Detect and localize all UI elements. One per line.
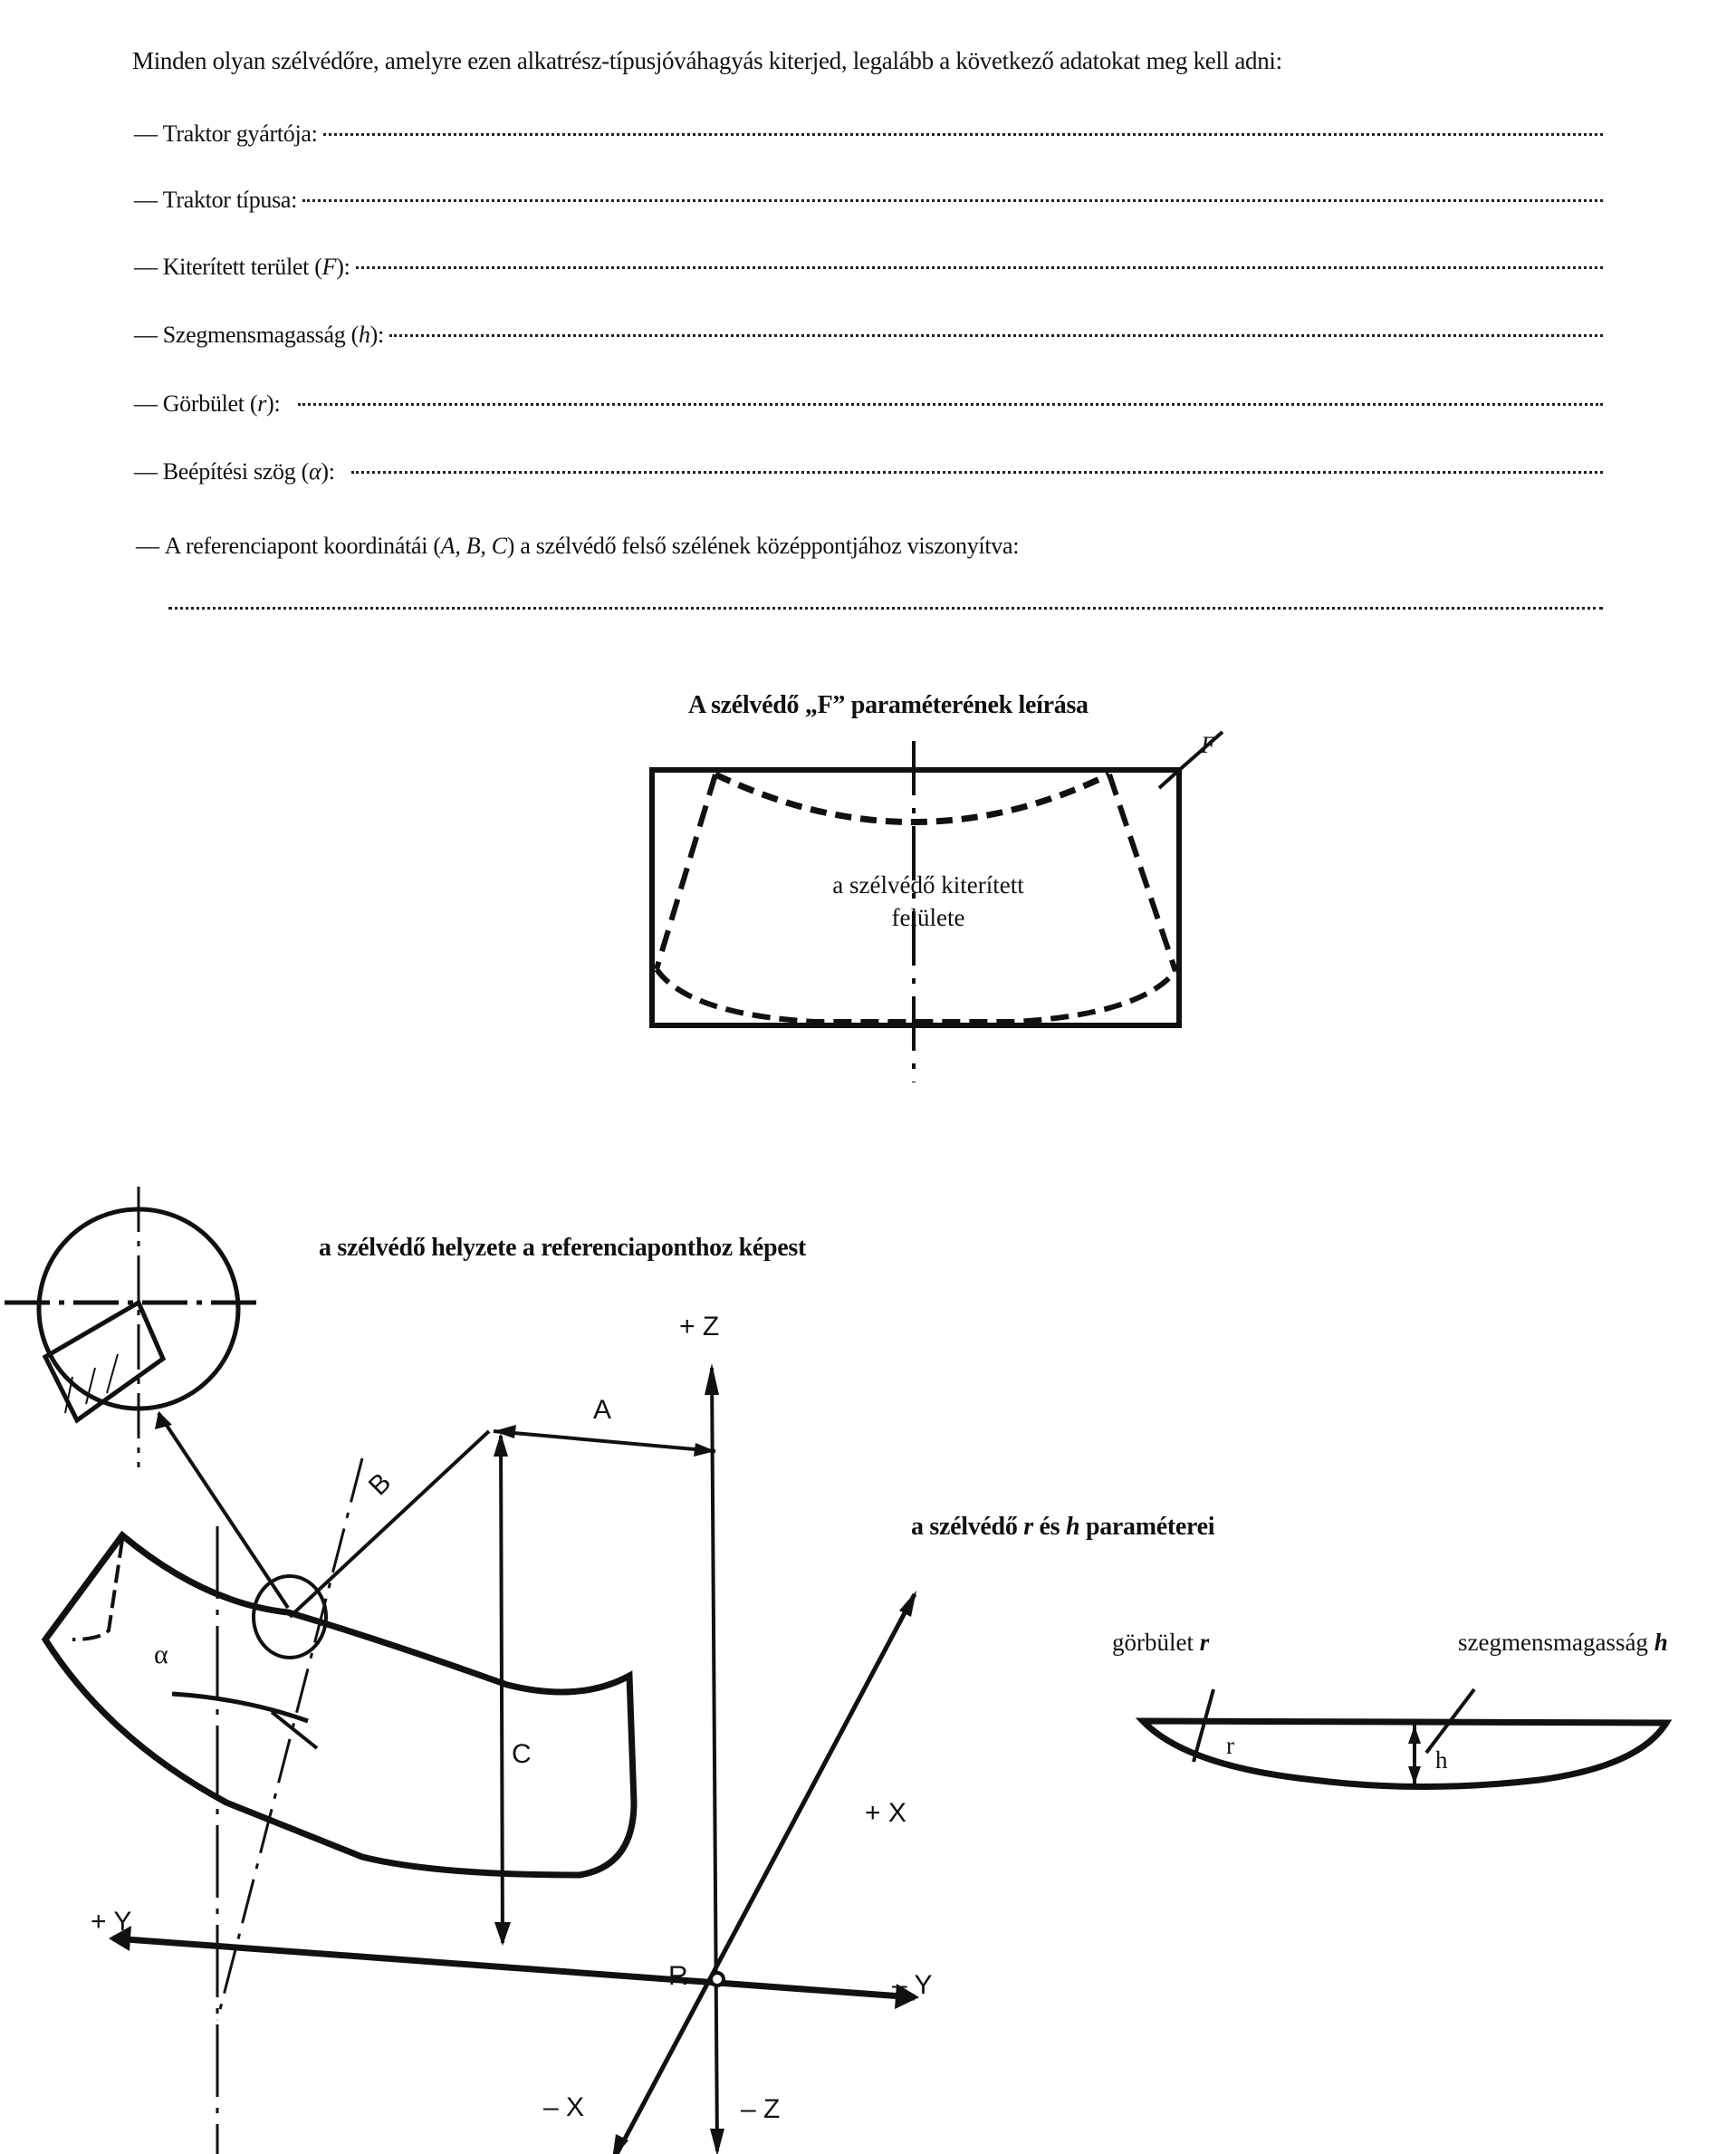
field-label: ): <box>369 322 384 348</box>
c-dimension-line <box>501 1436 503 1943</box>
field-fill-line[interactable] <box>323 133 1603 136</box>
label-plus-x: + X <box>865 1798 906 1828</box>
figure-f-caption-line2: felülete <box>891 904 965 931</box>
field-symbol: h <box>358 322 370 348</box>
field-tractor-type[interactable] <box>134 187 1603 219</box>
unfolded-bottom-edge <box>657 969 1175 1022</box>
curvature-pointer <box>1194 1689 1213 1762</box>
dash: — <box>134 322 158 348</box>
field-label: Traktor típusa: <box>162 187 298 213</box>
field-label: Kiterített terület ( <box>162 254 322 280</box>
title-symbol-h: h <box>1065 1513 1080 1541</box>
field-fill-line[interactable] <box>302 199 1603 202</box>
reference-point-r <box>711 1973 724 1986</box>
label-plus-z: + Z <box>679 1312 720 1341</box>
intro-text: Minden olyan szélvédőre, amelyre ezen alkatrész-típusjóváhagyás kiterjed, legalább a következő adatokat meg kell adni: <box>132 47 1282 74</box>
segment-symbol: h <box>1654 1629 1668 1656</box>
field-fill-line[interactable] <box>351 471 1603 474</box>
field-label: ): <box>266 390 281 417</box>
figure-position-title: a szélvédő helyzete a referenciaponthoz képest <box>319 1234 807 1262</box>
title-part: a szélvédő <box>911 1513 1024 1541</box>
field-reference-fill-line[interactable] <box>168 607 1603 610</box>
field-symbol: r <box>257 390 267 417</box>
figure-position-diagram <box>0 1168 942 2154</box>
field-tractor-manufacturer[interactable] <box>134 120 1603 153</box>
segment-shape <box>1143 1721 1666 1787</box>
curvature-text: görbület <box>1112 1629 1194 1656</box>
dash: — <box>136 533 159 559</box>
figure-f-caption-line1: a szélvédő kiterített <box>832 871 1024 899</box>
curvature-symbol: r <box>1199 1629 1210 1656</box>
field-fill-line[interactable] <box>356 266 1603 269</box>
detail-pointer <box>158 1413 288 1608</box>
label-b: B <box>362 1466 398 1502</box>
title-part: paraméterei <box>1079 1513 1215 1541</box>
segment-text: szegmensmagasság <box>1458 1629 1648 1656</box>
a-dimension-line <box>494 1431 715 1451</box>
figure-rh-title <box>911 1513 1214 1542</box>
field-curvature[interactable] <box>134 390 1603 423</box>
segment-height-label <box>1458 1629 1668 1657</box>
label-r: R <box>668 1961 688 1991</box>
label-minus-z: – Z <box>741 2094 781 2124</box>
f-pointer-line <box>1177 732 1223 772</box>
field-symbol: α <box>308 458 321 485</box>
label-a: A <box>593 1395 612 1425</box>
field-label: Görbület ( <box>162 390 258 417</box>
dash: — <box>134 120 158 147</box>
dash: — <box>134 187 158 213</box>
x-axis <box>616 1594 915 2154</box>
curvature-label <box>1112 1629 1209 1657</box>
installation-axis <box>217 1458 362 2020</box>
alpha-arc <box>172 1694 308 1721</box>
windshield-outline <box>45 1535 634 1875</box>
field-label: Beépítési szög ( <box>162 458 309 485</box>
figure-f-title: A szélvédő „F” paraméterének leírása <box>688 691 1089 719</box>
field-segment-height[interactable] <box>134 322 1603 354</box>
r-mark: r <box>1226 1732 1234 1759</box>
field-fill-line[interactable] <box>298 403 1603 406</box>
title-symbol-r: r <box>1023 1513 1033 1541</box>
label-c: C <box>512 1739 532 1769</box>
dash: — <box>134 254 158 280</box>
figure-rh-diagram <box>1132 1676 1693 1793</box>
h-mark: h <box>1435 1746 1448 1774</box>
b-dimension-line <box>290 1431 489 1617</box>
field-label: Traktor gyártója: <box>162 120 318 147</box>
label-plus-y: + Y <box>91 1907 132 1937</box>
y-axis <box>113 1938 915 1997</box>
field-fill-line[interactable] <box>389 334 1603 337</box>
label-minus-y: – Y <box>892 1970 933 2000</box>
label-minus-x: – X <box>543 2092 585 2122</box>
field-reference-coordinates <box>136 533 1019 565</box>
title-part: és <box>1032 1513 1066 1541</box>
field-unfolded-area[interactable] <box>134 254 1603 286</box>
z-axis <box>712 1368 717 2151</box>
field-symbol: F <box>321 254 337 280</box>
field-label: Szegmensmagasság ( <box>162 322 359 348</box>
field-label: A referenciapont koordinátái ( <box>164 533 441 559</box>
label-alpha: α <box>154 1640 168 1669</box>
unfolded-left-edge <box>657 774 715 969</box>
field-label: ): <box>336 254 350 280</box>
dash: — <box>134 458 158 485</box>
field-installation-angle[interactable] <box>134 458 1603 491</box>
field-label: ): <box>321 458 335 485</box>
glass-section <box>45 1303 163 1420</box>
figure-f-marker: F <box>1201 732 1215 758</box>
unfolded-right-edge <box>1109 774 1175 971</box>
field-symbol: A, B, C <box>440 533 507 559</box>
field-label: ) a szélvédő felső szélének középpontjához viszonyítva: <box>506 533 1020 559</box>
dash: — <box>134 390 158 417</box>
